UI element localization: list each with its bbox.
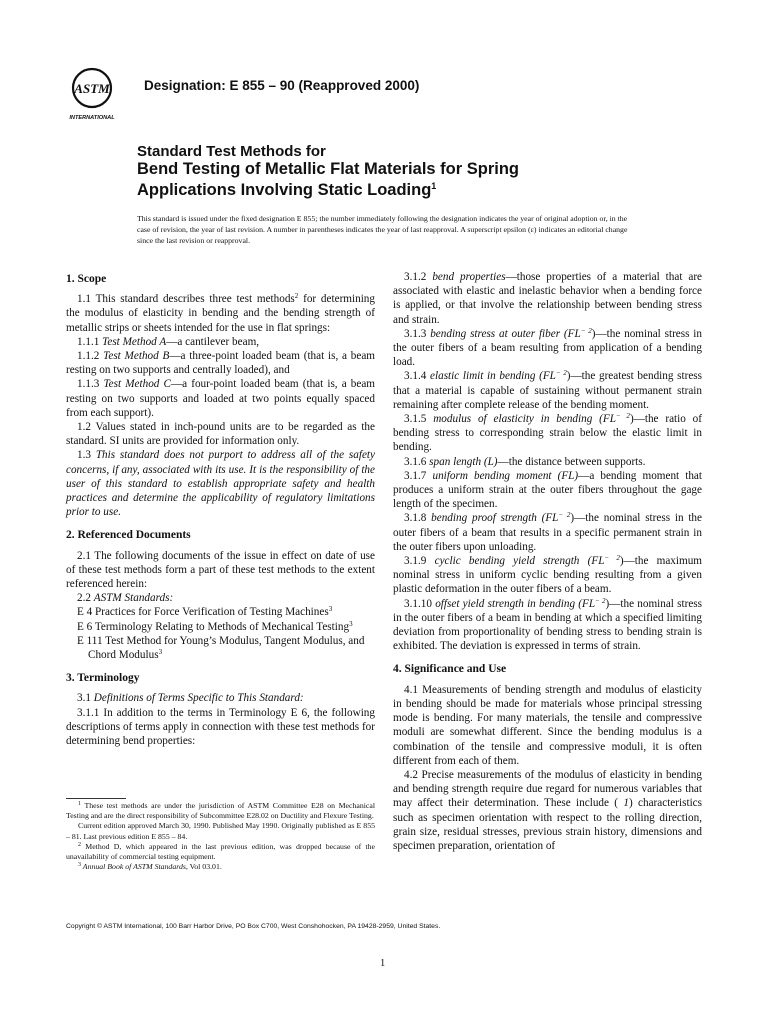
paragraph-4-1: 4.1 Measurements of bending strength and modulus of elasticity in bending should be made for materials whose principal stressing mode is bending. For many materials, the tensile and compressive moduli are somewhat different. Since the bending modulus is a combination of the tensile and compressive moduli, it is often different from each of them. xyxy=(393,683,702,767)
paragraph-1-3: 1.3 This standard does not purport to address all of the safety concerns, if any, associated with its use. It is the responsibility of the user of this standard to establish appropriate safety and health practices and determine the applicability of regulatory limitations prior to use. xyxy=(66,449,376,519)
title-line-2: Bend Testing of Metallic Flat Materials for Spring xyxy=(137,159,519,178)
reference-e4: E 4 Practices for Force Verification of Testing Machines$^3$ xyxy=(77,605,333,619)
section-heading-referenced-documents: 2. Referenced Documents xyxy=(66,529,191,542)
definition-3-1-4: 3.1.4 elastic limit in bending $(FL^{- 2})—the$ greatest bending stress that a material is capable of sustaining without permanent strain remaining after complete release of the bending moment. xyxy=(393,369,702,411)
svg-text:INTERNATIONAL: INTERNATIONAL xyxy=(69,115,115,121)
paragraph-3-1: 3.1 Definitions of Terms Specific to This Standard: xyxy=(77,692,304,705)
definition-3-1-7: 3.1.7 uniform bending moment (FL)—a bending moment that produces a uniform strain at the outer fibers throughout the gage length of the specimen. xyxy=(393,469,703,511)
title-line-3: Applications Involving Static Loading$^1$ xyxy=(137,181,437,199)
left-column xyxy=(66,270,375,748)
footnote-3: $^3$ Annual Book of ASTM Standards, Vol 03.01. xyxy=(78,862,222,872)
footnote-1: $^1$ These test methods are under the jurisdiction of ASTM Committee E28 on Mechanical Testing and are the direct responsibility of Subcommittee E28.02 on Ductility and Flexure Testing. xyxy=(66,801,375,821)
right-column xyxy=(393,270,702,853)
document-title xyxy=(137,143,657,200)
definition-3-1-3: 3.1.3 bending stress at outer fiber $(FL^{- 2})—the$ nominal stress in the outer fibers of a beam resulting from application of a bending load. xyxy=(393,326,702,369)
paragraph-1-2: 1.2 Values stated in inch-pound units are to be regarded as the standard. SI units are provided for information only. xyxy=(66,421,375,448)
section-heading-terminology: 3. Terminology xyxy=(66,672,140,685)
page-number: 1 xyxy=(380,958,386,969)
section-heading-significance: 4. Significance and Use xyxy=(393,663,507,676)
reference-e111: E 111 Test Method for Young’s Modulus, Tangent Modulus, and Chord Modulus$^3$ xyxy=(77,634,365,662)
definition-3-1-2: 3.1.2 bend properties—those properties of a material that are associated with elastic and inelastic behavior when a bending force is applied, or that involve the relationship between bending stress and strain. xyxy=(393,271,703,326)
issue-notice: This standard is issued under the fixed designation E 855; the number immediately following the designation indicates the year of original adoption or, in the case of revision, the year of last revision. A number in parentheses indicates the year of last reapproval. A superscript epsilon (ε) indicates an editorial change since the last revision or reapproval. xyxy=(137,214,628,245)
section-heading-scope: 1. Scope xyxy=(66,273,107,285)
paragraph-2-2: 2.2 ASTM Standards: xyxy=(77,592,174,605)
title-footnote-mark: 1 xyxy=(431,181,437,191)
footnotes xyxy=(66,801,375,872)
footnote-divider xyxy=(66,798,126,799)
definition-3-1-6: 3.1.6 span length (L)—the distance between supports. xyxy=(404,455,646,468)
astm-logo-icon xyxy=(62,66,134,124)
title-line-1: Standard Test Methods for xyxy=(137,143,326,160)
paragraph-3-1-1: 3.1.1 In addition to the terms in Terminology E 6, the following descriptions of terms apply in connection with these test methods for determining bend properties: xyxy=(66,706,375,748)
paragraph-1-1: 1.1 This standard describes three test methods$^2$ for determining the modulus of elasticity in bending and the bending strength of metallic strips or sheets intended for the use in flat springs: xyxy=(66,292,375,334)
copyright-line: Copyright © ASTM International, 100 Barr Harbor Drive, PO Box C700, West Conshohocken, PA 19428-2959, United States. xyxy=(66,923,441,930)
definition-3-1-9: 3.1.9 cyclic bending yield strength $(FL^{- 2})—the$ maximum nominal stress in uniform cyclic bending resulting from a given plastic deformation in the outer fibers of a beam. xyxy=(393,554,703,596)
reference-e6: E 6 Terminology Relating to Methods of Mechanical Testing$^3$ xyxy=(77,619,353,633)
paragraph-1-1-3: 1.1.3 Test Method C—a four-point loaded beam (that is, a beam resting on two supports and loaded at two points equally spaced from each support). xyxy=(66,378,376,419)
designation: Designation: E 855 – 90 (Reapproved 2000) xyxy=(144,78,420,93)
definition-3-1-5: 3.1.5 modulus of elasticity in bending $(FL^{- 2})—the$ ratio of bending stress to corresponding strain below the elastic limit in bending. xyxy=(393,412,703,454)
paragraph-1-1-2: 1.1.2 Test Method B—a three-point loaded beam (that is, a beam resting on two supports and centrally loaded), and xyxy=(66,350,375,377)
paragraph-4-2: 4.2 Precise measurements of the modulus of elasticity in bending and bending strength require due regard for numerous variables that may affect their determination. These include ( 1) characteristics such as specimen orientation with respect to the rolling direction, grain size, residual stresses, previous strain history, dimensions and specimen preparation, orientation of xyxy=(393,768,702,852)
paragraph-2-1: 2.1 The following documents of the issue in effect on date of use of these test methods form a part of these test methods to the extent referenced herein: xyxy=(66,549,375,591)
footnote-1-continued: Current edition approved March 30, 1990. Published May 1990. Originally published as E 855 – 81. Last previous edition E 855 – 84. xyxy=(66,821,375,841)
definition-3-1-8: 3.1.8 bending proof strength $(FL^{- 2})—the$ nominal stress in the outer fibers of a beam that results in a specific permanent strain in the outer fibers upon unloading. xyxy=(393,511,702,553)
footnote-2: $^2$ Method D, which appeared in the last previous edition, was dropped because of the unavailability of commercial testing equipment. xyxy=(66,841,375,862)
paragraph-1-1-1: 1.1.1 Test Method A—a cantilever beam, xyxy=(77,335,260,348)
svg-text:ASTM: ASTM xyxy=(74,81,110,96)
definition-3-1-10: 3.1.10 offset yield strength in bending $(FL^{- 2})—the$ nominal stress in the outer fibers of a beam in bending at which a specified limiting deviation from proportionality of bending stress to bending strain is exhibited. The deviation is expressed in terms of strain. xyxy=(393,596,702,653)
